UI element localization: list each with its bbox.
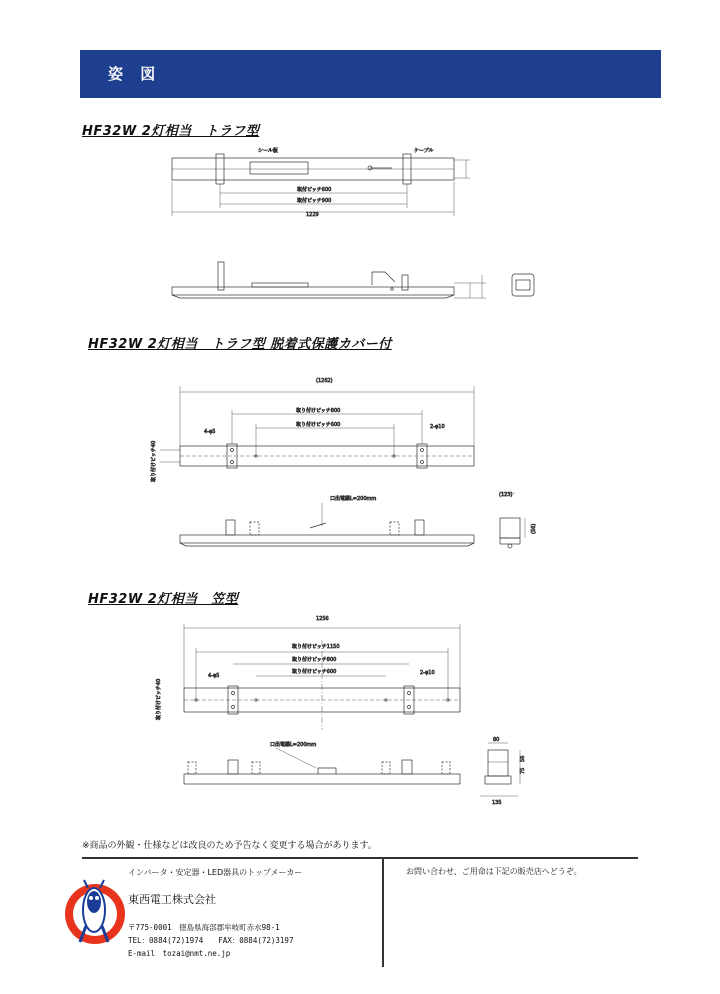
label-seal-plate: シール板 bbox=[258, 148, 278, 154]
section-title-trough: HF32W 2灯相当 トラフ型 bbox=[82, 124, 260, 139]
label-height-56: (56) bbox=[531, 523, 537, 534]
label-length-1229: 1229 bbox=[306, 212, 319, 218]
label-dim-75: 75 bbox=[520, 767, 526, 774]
company-address: 〒775-0001 徳島県海部郡牟岐町赤水98-1 bbox=[128, 923, 280, 932]
drawing-3-side-view bbox=[184, 743, 520, 796]
label-cable-length: 口出電線L=200mm bbox=[330, 496, 377, 502]
label-cable: ケーブル bbox=[414, 148, 434, 154]
label-pitch-800: 取り付けピッチ800 bbox=[296, 408, 341, 414]
company-email: E-mail tozai@nmt.ne.jp bbox=[128, 949, 231, 958]
label-hole-left: 4-φ5 bbox=[208, 673, 220, 679]
label-pitch-1150: 取り付けピッチ1150 bbox=[292, 644, 340, 650]
footer-divider bbox=[82, 857, 638, 859]
label-dim-56: 56 bbox=[520, 755, 526, 762]
label-overall-1256: 1256 bbox=[316, 616, 329, 622]
footer-vertical-divider bbox=[382, 857, 384, 967]
label-hole-right: 2-φ10 bbox=[430, 424, 445, 430]
drawing-3-top-view bbox=[184, 624, 460, 730]
label-side-pitch: 取り付けピッチ40 bbox=[151, 440, 157, 482]
drawing-1-side-view bbox=[172, 262, 534, 298]
label-cable-length: 口出電線L=200mm bbox=[270, 742, 317, 748]
page-title: 姿 図 bbox=[108, 65, 162, 83]
disclaimer-note: ※商品の外観・仕様などは改良のため予告なく変更する場合があります。 bbox=[82, 841, 377, 851]
label-pitch-600: 取付ピッチ600 bbox=[297, 187, 332, 193]
label-side-pitch: 取り付けピッチ40 bbox=[156, 678, 162, 720]
inquiry-note: お問い合わせ、ご用命は下記の販売店へどうぞ。 bbox=[406, 867, 582, 876]
label-hole-right: 2-φ10 bbox=[420, 670, 435, 676]
label-pitch-600: 取り付けピッチ600 bbox=[296, 422, 341, 428]
label-pitch-600: 取り付けピッチ600 bbox=[292, 669, 337, 675]
label-hole-left: 4-φ5 bbox=[204, 429, 216, 435]
label-width-123: (123) bbox=[499, 492, 513, 498]
company-phone-fax: TEL：0884(72)1974 FAX：0884(72)3197 bbox=[128, 936, 294, 945]
company-name: 東西電工株式会社 bbox=[128, 893, 216, 906]
label-pitch-900: 取付ピッチ900 bbox=[297, 198, 332, 204]
label-dim-80: 80 bbox=[493, 737, 500, 743]
label-overall-1262: (1262) bbox=[316, 378, 333, 384]
section-title-trough-cover: HF32W 2灯相当 トラフ型 脱着式保護カバー付 bbox=[88, 337, 392, 352]
drawing-1-top-view bbox=[172, 154, 470, 216]
label-pitch-800: 取り付けピッチ800 bbox=[292, 657, 337, 663]
label-dim-135: 135 bbox=[492, 800, 502, 806]
footer-tagline: インバータ・安定器・LED器具のトップメーカー bbox=[128, 868, 303, 877]
section-title-reflector: HF32W 2灯相当 笠型 bbox=[88, 592, 239, 607]
